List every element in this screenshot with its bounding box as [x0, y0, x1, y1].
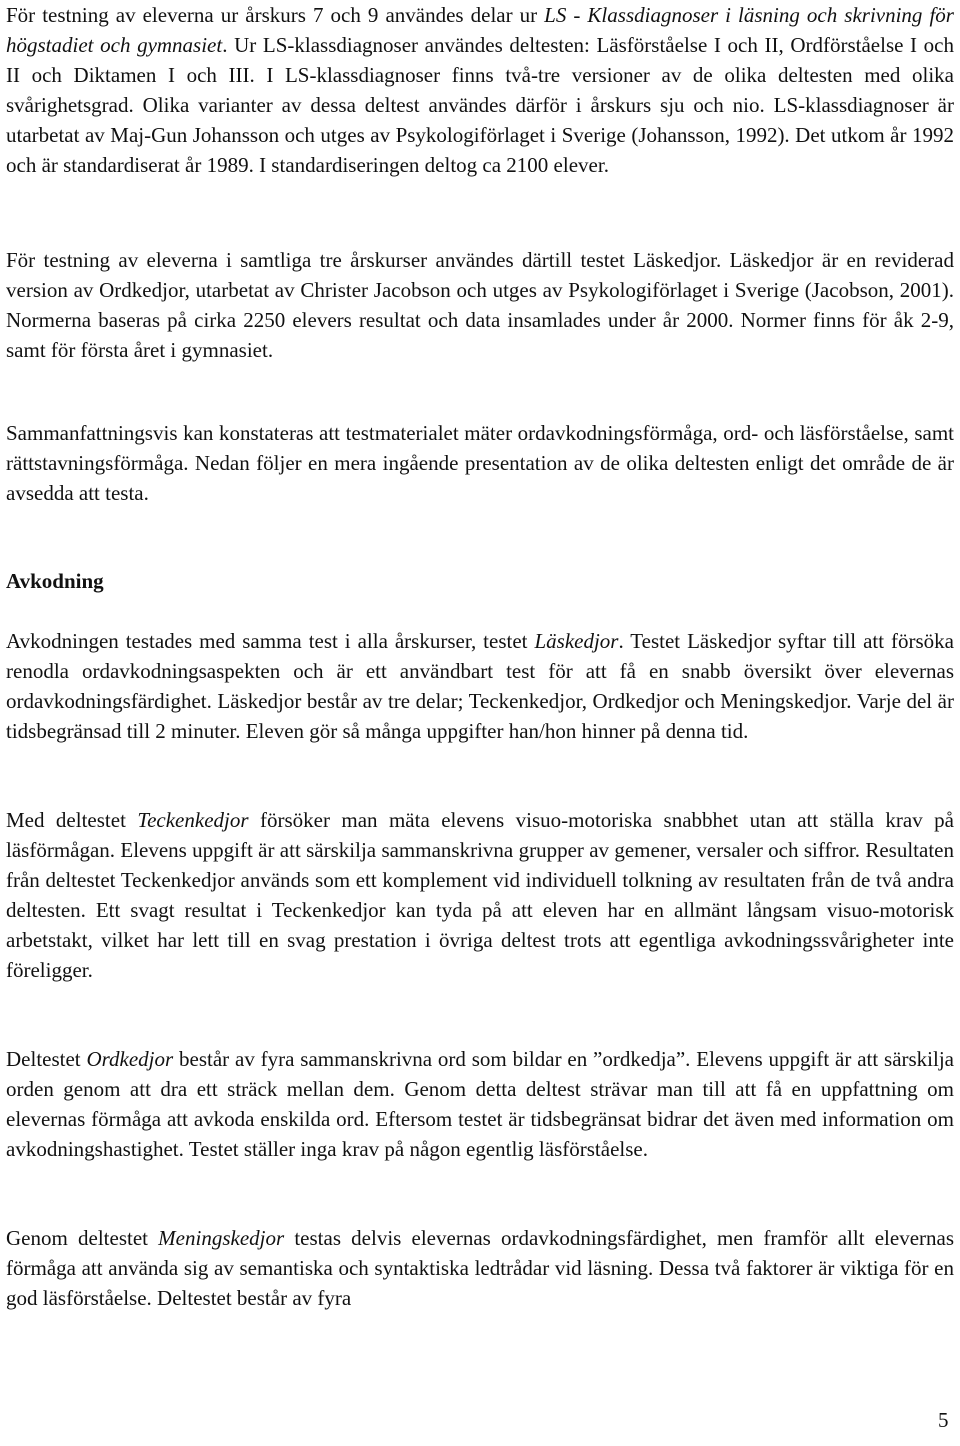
italic-text-run: Läskedjor: [534, 629, 619, 653]
text-run: består av fyra sammanskrivna ord som bildar en ”ordkedja”. Elevens uppgift är att särskilja orden genom att dra ett sträck mellan dem. Genom detta deltest strävar man till att få en uppfattning om elevernas förmåga att avkoda enskilda ord. Eftersom testet är tidsbegränsat bidrar det även med information om avkodningshastighet. Testet ställer inga krav på någon egentlig läsförståelse.: [6, 1047, 955, 1161]
italic-text-run: Ordkedjor: [86, 1047, 174, 1071]
paragraph-laskedjor: [6, 245, 954, 365]
text-run: . Ur LS-klassdiagnoser användes deltesten: Läsförståelse I och II, Ordförståelse I och II och Diktamen I och III. I LS-klassdiagnoser finns två-tre versioner av de olika deltesten med olika svårighetsgrad. Olika varianter av dessa deltest användes därför i årskurs sju och nio. LS-klassdiagnoser är utarbetat av Maj-Gun Johansson och utges av Psykologiförlaget i Sverige (Johansson, 1992). Det utkom år 1992 och är standardiserat år 1989. I standardiseringen deltog ca 2100 elever.: [6, 33, 954, 177]
text-run: Med deltestet: [6, 808, 138, 832]
text-run: Avkodningen testades med samma test i alla årskurser, testet: [6, 629, 535, 653]
page-number: 5: [938, 1408, 949, 1432]
text-run: Deltestet: [6, 1047, 87, 1071]
italic-text-run: Teckenkedjor: [137, 808, 249, 832]
text-run: Genom deltestet: [6, 1226, 159, 1250]
text-run: För testning av eleverna i samtliga tre årskurser användes därtill testet Läskedjor. Läskedjor är en reviderad version av Ordkedjor, utarbetat av Christer Jacobson och utges av Psykologiförlaget i Sverige (Jacobson, 2001). Normerna baseras på cirka 2250 elevers resultat och data insamlades under år 2000. Normer finns för åk 2-9, samt för första året i gymnasiet.: [6, 248, 954, 362]
text-run: testas delvis elevernas ordavkodningsfärdighet, men framför allt elevernas förmåga att använda sig av semantiska och syntaktiska ledtrådar vid läsning. Dessa två faktorer är viktiga för en god läsförståelse. Deltestet består av fyra: [6, 1226, 955, 1310]
italic-text-run: Meningskedjor: [158, 1226, 285, 1250]
section-heading-avkodning: Avkodning: [6, 569, 104, 593]
text-run: För testning av eleverna ur årskurs 7 och 9 användes delar ur: [6, 3, 545, 27]
paragraph-meningskedjor: [6, 1223, 954, 1313]
italic-text-run: LS - Klassdiagnoser i läsning och skrivning för högstadiet och gymnasiet: [6, 3, 954, 57]
paragraph-ordkedjor: [6, 1044, 954, 1164]
paragraph-ls-klassdiagnoser: [6, 0, 954, 180]
paragraph-summary: [6, 418, 954, 508]
paragraph-teckenkedjor: [6, 805, 954, 985]
text-run: Sammanfattningsvis kan konstateras att testmaterialet mäter ordavkodningsförmåga, ord- och läsförståelse, samt rättstavningsförmåga. Nedan följer en mera ingående presentation av de olika deltesten enligt det område de är avsedda att testa.: [6, 421, 954, 505]
text-run: . Testet Läskedjor syftar till att försöka renodla ordavkodningsaspekten och är ett användbart test för att få en snabb översikt över elevernas ordavkodningsfärdighet. Läskedjor består av tre delar; Teckenkedjor, Ordkedjor och Meningskedjor. Varje del är tidsbegränsad till 2 minuter. Eleven gör så många uppgifter han/hon hinner på denna tid.: [6, 629, 954, 743]
text-run: försöker man mäta elevens visuo-motoriska snabbhet utan att ställa krav på läsförmågan. Elevens uppgift är att särskilja sammanskrivna grupper av gemener, versaler och siffror. Resultaten från deltestet Teckenkedjor används som ett komplement vid individuell tolkning av resultaten från de två andra deltesten. Ett svagt resultat i Teckenkedjor kan tyda på att eleven har en allmänt långsam visuo-motorisk arbetstakt, vilket har lett till en svag prestation i övriga deltest trots att egentliga avkodningssvårigheter inte föreligger.: [6, 808, 954, 982]
paragraph-avkodning-intro: [6, 626, 954, 746]
